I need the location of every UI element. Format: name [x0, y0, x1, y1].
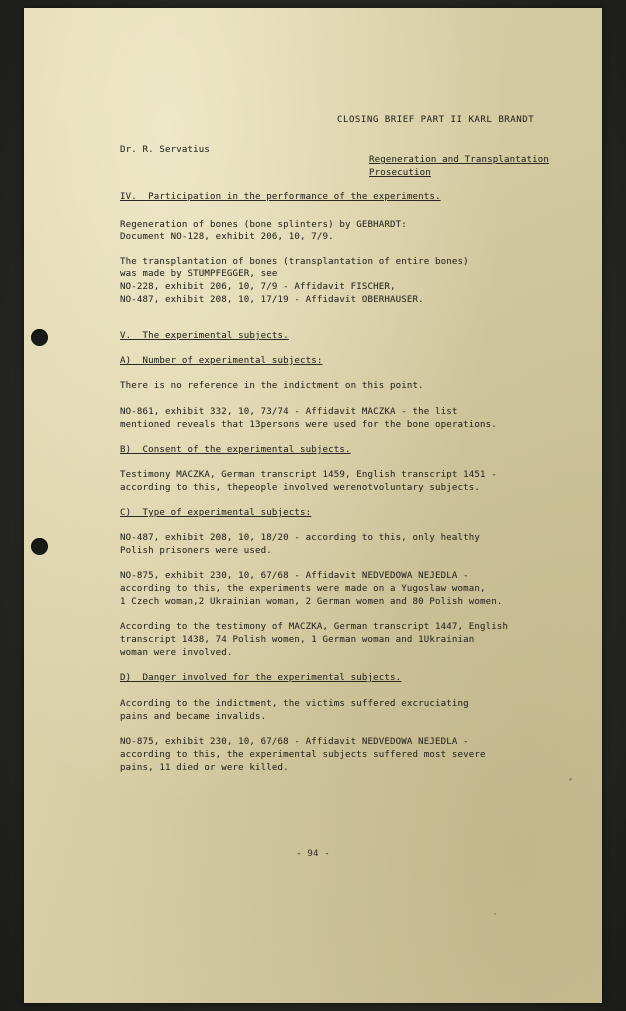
paragraph-line: NO-228, exhibit 206, 10, 7/9 - Affidavit FISCHER,: [120, 282, 396, 292]
paragraph-line: woman were involved.: [120, 648, 233, 658]
paragraph-line: NO-861, exhibit 332, 10, 73/74 - Affidavit MACZKA - the list: [120, 407, 458, 417]
paragraph-line: Polish prisoners were used.: [120, 546, 272, 556]
section-heading-iv: IV. Participation in the performance of the experiments.: [120, 192, 441, 202]
paragraph-line: was made by STUMPFEGGER, see: [120, 269, 278, 279]
document-sheet: [24, 8, 602, 1003]
subsection-heading-d: D) Danger involved for the experimental subjects.: [120, 673, 402, 683]
paragraph-line: pains and became invalids.: [120, 712, 267, 722]
paragraph-line: According to the testimony of MACZKA, German transcript 1447, English: [120, 622, 509, 632]
running-head: CLOSING BRIEF PART II KARL BRANDT: [337, 115, 535, 125]
paragraph-line: according to this, the experiments were made on a Yugoslaw woman,: [120, 584, 486, 594]
paragraph-line: Testimony MACZKA, German transcript 1459, English transcript 1451 -: [120, 470, 497, 480]
topic-line-1: Regeneration and Transplantation: [369, 155, 549, 165]
typed-text-body: [24, 8, 602, 1003]
paragraph-line: NO-875, exhibit 230, 10, 67/68 - Affidavit NEDVEDOWA NEJEDLA -: [120, 737, 469, 747]
paper-speck: [569, 778, 572, 781]
paragraph-line: Document NO-128, exhibit 206, 10, 7/9.: [120, 232, 334, 242]
binder-hole-top: [31, 329, 48, 346]
paragraph-line: The transplantation of bones (transplantation of entire bones): [120, 257, 469, 267]
paragraph-line: transcript 1438, 74 Polish women, 1 German woman and 1Ukrainian: [120, 635, 475, 645]
paragraph-line: Regeneration of bones (bone splinters) by GEBHARDT:: [120, 220, 407, 230]
binder-hole-bottom: [31, 538, 48, 555]
addressee: Dr. R. Servatius: [120, 145, 210, 155]
paragraph-line: According to the indictment, the victims suffered excruciating: [120, 699, 469, 709]
paragraph-line: according to this, the experimental subjects suffered most severe: [120, 750, 486, 760]
page-number: - 94 -: [296, 849, 330, 859]
paragraph-line: There is no reference in the indictment on this point.: [120, 381, 424, 391]
paragraph-line: pains, 11 died or were killed.: [120, 763, 289, 773]
paragraph-line: NO-487, exhibit 208, 10, 17/19 - Affidavit OBERHAUSER.: [120, 295, 424, 305]
paragraph-line: according to this, thepeople involved werenotvoluntary subjects.: [120, 483, 480, 493]
section-heading-v: V. The experimental subjects.: [120, 331, 289, 341]
subsection-heading-b: B) Consent of the experimental subjects.: [120, 445, 351, 455]
paragraph-line: NO-875, exhibit 230, 10, 67/68 - Affidavit NEDVEDOWA NEJEDLA -: [120, 571, 469, 581]
subsection-heading-c: C) Type of experimental subjects:: [120, 508, 312, 518]
paragraph-line: mentioned reveals that 13persons were used for the bone operations.: [120, 420, 497, 430]
paper-speck: [494, 913, 496, 915]
subsection-heading-a: A) Number of experimental subjects:: [120, 356, 323, 366]
paragraph-line: 1 Czech woman,2 Ukrainian woman, 2 German women and 80 Polish women.: [120, 597, 503, 607]
paragraph-line: NO-487, exhibit 208, 10, 18/20 - according to this, only healthy: [120, 533, 480, 543]
topic-line-2: Prosecution: [369, 168, 431, 178]
